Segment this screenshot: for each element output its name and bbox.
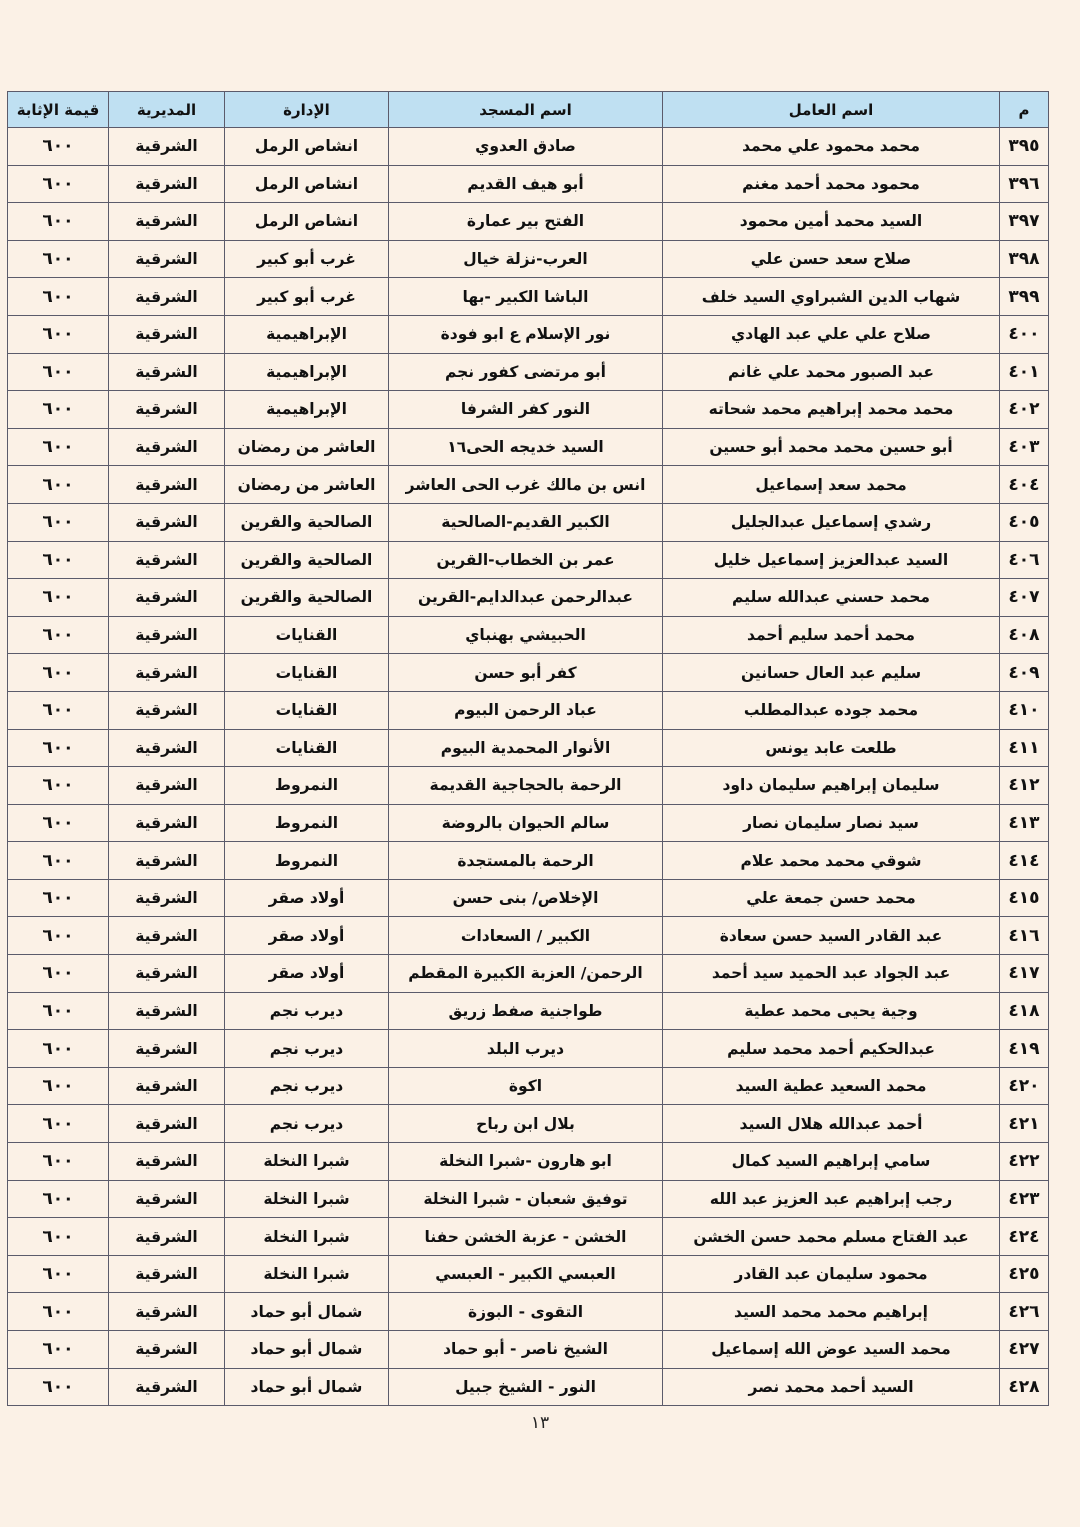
administration-cell: ديرب نجم [225, 1067, 389, 1105]
worker-name-cell: السيد أحمد محمد نصر [663, 1368, 1000, 1406]
directorate-cell: الشرقية [109, 767, 225, 805]
administration-cell: الإبراهيمية [225, 391, 389, 429]
row-number-cell: ٣٩٨ [1000, 240, 1049, 278]
worker-name-cell: محمود سليمان عبد القادر [663, 1255, 1000, 1293]
directorate-cell: الشرقية [109, 1030, 225, 1068]
table-body [8, 128, 1049, 1406]
table-row [8, 691, 1049, 729]
table-row [8, 767, 1049, 805]
worker-name-cell: سليمان إبراهيم سليمان داود [663, 767, 1000, 805]
administration-cell: أولاد صقر [225, 879, 389, 917]
reward-amount-cell: ٦٠٠ [8, 1218, 109, 1256]
mosque-name-cell: اكوة [389, 1067, 663, 1105]
administration-cell: القنايات [225, 691, 389, 729]
table-row [8, 1105, 1049, 1143]
mosque-name-cell: الخشن - عزبة الخشن حفنا [389, 1218, 663, 1256]
reward-amount-cell: ٦٠٠ [8, 1143, 109, 1181]
worker-name-cell: محمد أحمد سليم أحمد [663, 616, 1000, 654]
header-worker-name: اسم العامل [663, 92, 1000, 128]
administration-cell: ديرب نجم [225, 1105, 389, 1143]
table-row [8, 1180, 1049, 1218]
mosque-name-cell: طواجنية صفط زريق [389, 992, 663, 1030]
directorate-cell: الشرقية [109, 466, 225, 504]
table-row [8, 1218, 1049, 1256]
mosque-name-cell: انس بن مالك غرب الحى العاشر [389, 466, 663, 504]
administration-cell: شبرا النخلة [225, 1255, 389, 1293]
directorate-cell: الشرقية [109, 391, 225, 429]
mosque-name-cell: أبو مرتضى كفور نجم [389, 353, 663, 391]
table-header-row [8, 92, 1049, 128]
directorate-cell: الشرقية [109, 353, 225, 391]
directorate-cell: الشرقية [109, 165, 225, 203]
table-row [8, 1067, 1049, 1105]
header-administration: الإدارة [225, 92, 389, 128]
row-number-cell: ٤١٤ [1000, 842, 1049, 880]
reward-amount-cell: ٦٠٠ [8, 992, 109, 1030]
table-row [8, 842, 1049, 880]
mosque-name-cell: الرحمن/ العزبة الكبيرة المقطم [389, 955, 663, 993]
directorate-cell: الشرقية [109, 879, 225, 917]
directorate-cell: الشرقية [109, 992, 225, 1030]
reward-amount-cell: ٦٠٠ [8, 1331, 109, 1369]
administration-cell: الصالحية والقرين [225, 541, 389, 579]
mosque-name-cell: ديرب البلد [389, 1030, 663, 1068]
directorate-cell: الشرقية [109, 691, 225, 729]
directorate-cell: الشرقية [109, 917, 225, 955]
row-number-cell: ٤١٨ [1000, 992, 1049, 1030]
directorate-cell: الشرقية [109, 1218, 225, 1256]
administration-cell: انشاص الرمل [225, 128, 389, 166]
row-number-cell: ٤١٩ [1000, 1030, 1049, 1068]
mosque-name-cell: ابو هارون -شبرا النخلة [389, 1143, 663, 1181]
table-row [8, 1143, 1049, 1181]
table-row [8, 917, 1049, 955]
mosque-name-cell: عمر بن الخطاب-القرين [389, 541, 663, 579]
row-number-cell: ٤٢٤ [1000, 1218, 1049, 1256]
reward-amount-cell: ٦٠٠ [8, 691, 109, 729]
mosque-name-cell: الرحمة بالحجاجية القديمة [389, 767, 663, 805]
row-number-cell: ٤١١ [1000, 729, 1049, 767]
directorate-cell: الشرقية [109, 503, 225, 541]
row-number-cell: ٤٠٦ [1000, 541, 1049, 579]
mosque-name-cell: الفتح بير عمارة [389, 203, 663, 241]
table-row [8, 992, 1049, 1030]
row-number-cell: ٤٢٥ [1000, 1255, 1049, 1293]
row-number-cell: ٣٩٥ [1000, 128, 1049, 166]
directorate-cell: الشرقية [109, 1368, 225, 1406]
mosque-name-cell: الكبير القديم-الصالحية [389, 503, 663, 541]
table-row [8, 315, 1049, 353]
mosque-name-cell: سالم الحيوان بالروضة [389, 804, 663, 842]
table-row [8, 1368, 1049, 1406]
reward-amount-cell: ٦٠٠ [8, 1180, 109, 1218]
header-num: م [1000, 92, 1049, 128]
worker-name-cell: عبد الفتاح مسلم محمد حسن الخشن [663, 1218, 1000, 1256]
mosque-name-cell: توفيق شعبان - شبرا النخلة [389, 1180, 663, 1218]
reward-amount-cell: ٦٠٠ [8, 278, 109, 316]
administration-cell: القنايات [225, 616, 389, 654]
worker-name-cell: عبد القادر السيد حسن سعادة [663, 917, 1000, 955]
reward-amount-cell: ٦٠٠ [8, 1105, 109, 1143]
mosque-name-cell: كفر أبو حسن [389, 654, 663, 692]
table-row [8, 1331, 1049, 1369]
mosque-name-cell: نور الإسلام ع ابو فودة [389, 315, 663, 353]
administration-cell: غرب أبو كبير [225, 240, 389, 278]
administration-cell: انشاص الرمل [225, 203, 389, 241]
row-number-cell: ٤٢٣ [1000, 1180, 1049, 1218]
reward-amount-cell: ٦٠٠ [8, 616, 109, 654]
directorate-cell: الشرقية [109, 128, 225, 166]
worker-name-cell: محمد محمد إبراهيم محمد شحاته [663, 391, 1000, 429]
reward-amount-cell: ٦٠٠ [8, 1368, 109, 1406]
row-number-cell: ٤٢١ [1000, 1105, 1049, 1143]
reward-amount-cell: ٦٠٠ [8, 955, 109, 993]
reward-amount-cell: ٦٠٠ [8, 503, 109, 541]
administration-cell: ديرب نجم [225, 992, 389, 1030]
administration-cell: النمروط [225, 842, 389, 880]
row-number-cell: ٤٠٥ [1000, 503, 1049, 541]
directorate-cell: الشرقية [109, 1293, 225, 1331]
mosque-name-cell: بلال ابن رباح [389, 1105, 663, 1143]
worker-name-cell: سيد نصار سليمان نصار [663, 804, 1000, 842]
reward-amount-cell: ٦٠٠ [8, 729, 109, 767]
administration-cell: انشاص الرمل [225, 165, 389, 203]
mosque-name-cell: الإخلاص/ بنى حسن [389, 879, 663, 917]
worker-name-cell: عبدالحكيم أحمد محمد سليم [663, 1030, 1000, 1068]
reward-amount-cell: ٦٠٠ [8, 353, 109, 391]
row-number-cell: ٤٢٠ [1000, 1067, 1049, 1105]
administration-cell: الإبراهيمية [225, 315, 389, 353]
row-number-cell: ٣٩٧ [1000, 203, 1049, 241]
directorate-cell: الشرقية [109, 428, 225, 466]
directorate-cell: الشرقية [109, 616, 225, 654]
row-number-cell: ٤٠٣ [1000, 428, 1049, 466]
row-number-cell: ٤١٦ [1000, 917, 1049, 955]
administration-cell: الإبراهيمية [225, 353, 389, 391]
row-number-cell: ٤٢٧ [1000, 1331, 1049, 1369]
row-number-cell: ٤١٣ [1000, 804, 1049, 842]
worker-name-cell: عبد الجواد عبد الحميد سيد أحمد [663, 955, 1000, 993]
administration-cell: العاشر من رمضان [225, 428, 389, 466]
reward-amount-cell: ٦٠٠ [8, 128, 109, 166]
table-row [8, 616, 1049, 654]
directorate-cell: الشرقية [109, 541, 225, 579]
reward-amount-cell: ٦٠٠ [8, 428, 109, 466]
reward-amount-cell: ٦٠٠ [8, 391, 109, 429]
administration-cell: أولاد صقر [225, 917, 389, 955]
reward-amount-cell: ٦٠٠ [8, 917, 109, 955]
table-row [8, 203, 1049, 241]
directorate-cell: الشرقية [109, 955, 225, 993]
row-number-cell: ٤١٠ [1000, 691, 1049, 729]
reward-amount-cell: ٦٠٠ [8, 1030, 109, 1068]
mosque-name-cell: أبو هيف القديم [389, 165, 663, 203]
table-row [8, 1030, 1049, 1068]
worker-name-cell: محمد حسن جمعة علي [663, 879, 1000, 917]
worker-name-cell: إبراهيم محمد محمد السيد [663, 1293, 1000, 1331]
administration-cell: الصالحية والقرين [225, 579, 389, 617]
directorate-cell: الشرقية [109, 1143, 225, 1181]
worker-name-cell: محمد السيد عوض الله إسماعيل [663, 1331, 1000, 1369]
worker-name-cell: أبو حسين محمد محمد أبو حسين [663, 428, 1000, 466]
reward-amount-cell: ٦٠٠ [8, 1067, 109, 1105]
administration-cell: النمروط [225, 804, 389, 842]
table-row [8, 391, 1049, 429]
mosque-name-cell: النور كفر الشرفا [389, 391, 663, 429]
row-number-cell: ٤٠٤ [1000, 466, 1049, 504]
table-row [8, 353, 1049, 391]
worker-name-cell: شهاب الدين الشبراوي السيد خلف [663, 278, 1000, 316]
directorate-cell: الشرقية [109, 1105, 225, 1143]
reward-amount-cell: ٦٠٠ [8, 804, 109, 842]
directorate-cell: الشرقية [109, 1180, 225, 1218]
reward-amount-cell: ٦٠٠ [8, 579, 109, 617]
table-row [8, 128, 1049, 166]
directorate-cell: الشرقية [109, 1331, 225, 1369]
table-row [8, 278, 1049, 316]
table-row [8, 541, 1049, 579]
mosque-name-cell: عبدالرحمن عبدالدايم-القرين [389, 579, 663, 617]
administration-cell: شمال أبو حماد [225, 1293, 389, 1331]
row-number-cell: ٣٩٦ [1000, 165, 1049, 203]
directorate-cell: الشرقية [109, 240, 225, 278]
worker-name-cell: رشدي إسماعيل عبدالجليل [663, 503, 1000, 541]
directorate-cell: الشرقية [109, 654, 225, 692]
directorate-cell: الشرقية [109, 804, 225, 842]
reward-amount-cell: ٦٠٠ [8, 879, 109, 917]
mosque-name-cell: السيد خديجه الحى١٦ [389, 428, 663, 466]
mosque-name-cell: الباشا الكبير -بها [389, 278, 663, 316]
worker-name-cell: شوقي محمد محمد علام [663, 842, 1000, 880]
directorate-cell: الشرقية [109, 729, 225, 767]
mosque-name-cell: العبسي الكبير - العبسي [389, 1255, 663, 1293]
header-mosque-name: اسم المسجد [389, 92, 663, 128]
administration-cell: شبرا النخلة [225, 1180, 389, 1218]
administration-cell: القنايات [225, 729, 389, 767]
mosque-name-cell: الأنوار المحمدية البيوم [389, 729, 663, 767]
administration-cell: شبرا النخلة [225, 1218, 389, 1256]
mosque-name-cell: الشيخ ناصر - أبو حماد [389, 1331, 663, 1369]
worker-name-cell: سامي إبراهيم السيد كمال [663, 1143, 1000, 1181]
table-row [8, 466, 1049, 504]
mosque-name-cell: عباد الرحمن البيوم [389, 691, 663, 729]
directorate-cell: الشرقية [109, 203, 225, 241]
table-row [8, 879, 1049, 917]
worker-name-cell: وجية يحيى محمد عطية [663, 992, 1000, 1030]
mosque-name-cell: الكبير / السعادات [389, 917, 663, 955]
reward-amount-cell: ٦٠٠ [8, 240, 109, 278]
row-number-cell: ٤١٢ [1000, 767, 1049, 805]
page-number: ١٣ [530, 1413, 550, 1433]
table-row [8, 579, 1049, 617]
worker-name-cell: محمد سعد إسماعيل [663, 466, 1000, 504]
reward-amount-cell: ٦٠٠ [8, 767, 109, 805]
worker-name-cell: السيد محمد أمين محمود [663, 203, 1000, 241]
row-number-cell: ٤٢٢ [1000, 1143, 1049, 1181]
administration-cell: غرب أبو كبير [225, 278, 389, 316]
reward-amount-cell: ٦٠٠ [8, 842, 109, 880]
workers-table [7, 91, 1049, 1406]
mosque-name-cell: العرب-نزلة خيال [389, 240, 663, 278]
row-number-cell: ٤٠٢ [1000, 391, 1049, 429]
worker-name-cell: صلاح علي علي عبد الهادي [663, 315, 1000, 353]
worker-name-cell: محمد جوده عبدالمطلب [663, 691, 1000, 729]
administration-cell: القنايات [225, 654, 389, 692]
table-row [8, 503, 1049, 541]
workers-table-sheet [7, 91, 1048, 1406]
header-reward-amount: قيمة الإثابة [8, 92, 109, 128]
reward-amount-cell: ٦٠٠ [8, 654, 109, 692]
table-row [8, 955, 1049, 993]
worker-name-cell: محمد محمود علي محمد [663, 128, 1000, 166]
row-number-cell: ٤٠١ [1000, 353, 1049, 391]
mosque-name-cell: الرحمة بالمستجدة [389, 842, 663, 880]
table-row [8, 165, 1049, 203]
row-number-cell: ٤٠٨ [1000, 616, 1049, 654]
worker-name-cell: رجب إبراهيم عبد العزيز عبد الله [663, 1180, 1000, 1218]
reward-amount-cell: ٦٠٠ [8, 1255, 109, 1293]
header-directorate: المديرية [109, 92, 225, 128]
reward-amount-cell: ٦٠٠ [8, 466, 109, 504]
directorate-cell: الشرقية [109, 579, 225, 617]
table-row [8, 654, 1049, 692]
directorate-cell: الشرقية [109, 315, 225, 353]
worker-name-cell: السيد عبدالعزيز إسماعيل خليل [663, 541, 1000, 579]
worker-name-cell: محمد السعيد عطية السيد [663, 1067, 1000, 1105]
row-number-cell: ٤١٥ [1000, 879, 1049, 917]
worker-name-cell: محمد حسني عبدالله سليم [663, 579, 1000, 617]
administration-cell: شبرا النخلة [225, 1143, 389, 1181]
administration-cell: ديرب نجم [225, 1030, 389, 1068]
directorate-cell: الشرقية [109, 1067, 225, 1105]
worker-name-cell: سليم عبد العال حسانين [663, 654, 1000, 692]
table-row [8, 1293, 1049, 1331]
administration-cell: شمال أبو حماد [225, 1331, 389, 1369]
row-number-cell: ٤٢٦ [1000, 1293, 1049, 1331]
administration-cell: شمال أبو حماد [225, 1368, 389, 1406]
row-number-cell: ٤٠٩ [1000, 654, 1049, 692]
mosque-name-cell: التقوى - البوزة [389, 1293, 663, 1331]
worker-name-cell: أحمد عبدالله هلال السيد [663, 1105, 1000, 1143]
reward-amount-cell: ٦٠٠ [8, 165, 109, 203]
worker-name-cell: طلعت عابد يونس [663, 729, 1000, 767]
table-row [8, 804, 1049, 842]
administration-cell: الصالحية والقرين [225, 503, 389, 541]
row-number-cell: ٤٢٨ [1000, 1368, 1049, 1406]
mosque-name-cell: الحبيشي بهنباي [389, 616, 663, 654]
row-number-cell: ٤٠٠ [1000, 315, 1049, 353]
administration-cell: النمروط [225, 767, 389, 805]
row-number-cell: ٣٩٩ [1000, 278, 1049, 316]
row-number-cell: ٤٠٧ [1000, 579, 1049, 617]
administration-cell: أولاد صقر [225, 955, 389, 993]
worker-name-cell: محمود محمد أحمد مغنم [663, 165, 1000, 203]
reward-amount-cell: ٦٠٠ [8, 203, 109, 241]
directorate-cell: الشرقية [109, 1255, 225, 1293]
mosque-name-cell: صادق العدوي [389, 128, 663, 166]
administration-cell: العاشر من رمضان [225, 466, 389, 504]
reward-amount-cell: ٦٠٠ [8, 315, 109, 353]
directorate-cell: الشرقية [109, 842, 225, 880]
mosque-name-cell: النور - الشيخ جبيل [389, 1368, 663, 1406]
reward-amount-cell: ٦٠٠ [8, 541, 109, 579]
reward-amount-cell: ٦٠٠ [8, 1293, 109, 1331]
row-number-cell: ٤١٧ [1000, 955, 1049, 993]
table-row [8, 729, 1049, 767]
directorate-cell: الشرقية [109, 278, 225, 316]
table-row [8, 428, 1049, 466]
table-row [8, 1255, 1049, 1293]
worker-name-cell: عبد الصبور محمد علي غانم [663, 353, 1000, 391]
table-row [8, 240, 1049, 278]
worker-name-cell: صلاح سعد حسن علي [663, 240, 1000, 278]
